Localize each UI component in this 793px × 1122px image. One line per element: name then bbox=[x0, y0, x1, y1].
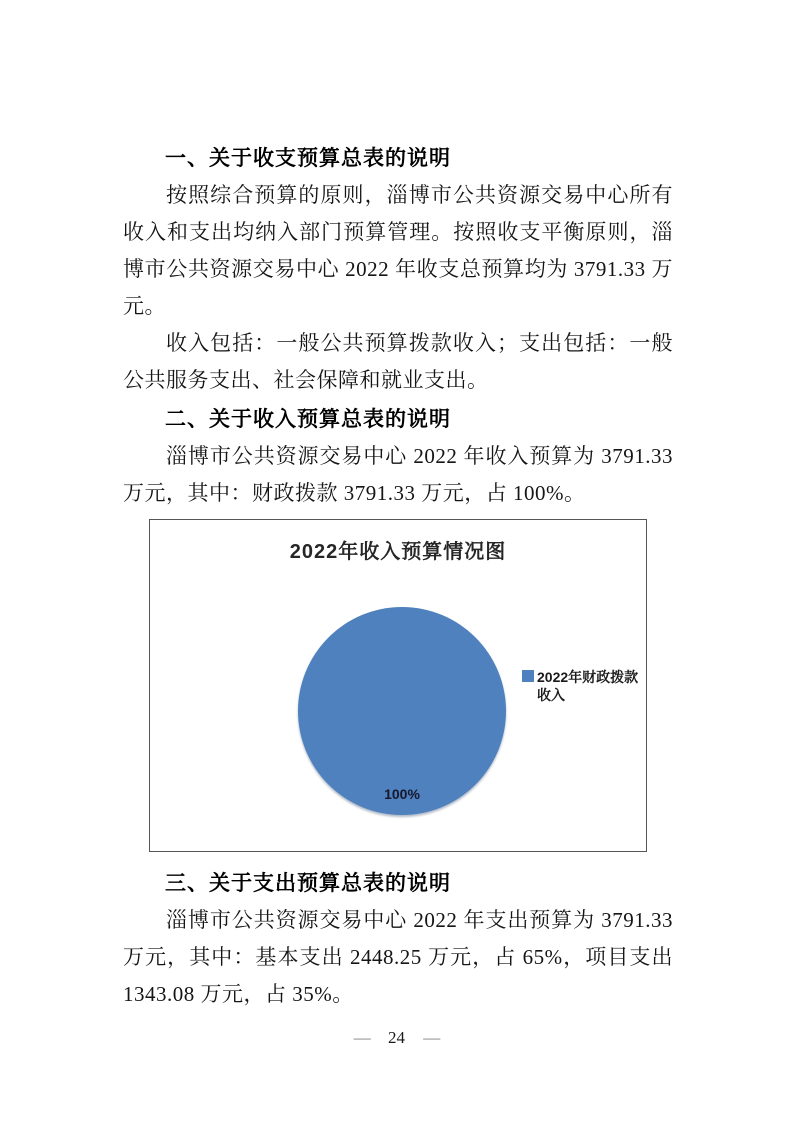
paragraph: 淄博市公共资源交易中心 2022 年支出预算为 3791.33 万元，其中：基本支出 2448.25 万元，占 65%，项目支出 1343.08 万元，占 35%。 bbox=[123, 908, 673, 1006]
paragraph: 按照综合预算的原则，淄博市公共资源交易中心所有收入和支出均纳入部门预算管理。按照收支平衡原则，淄博市公共资源交易中心 2022 年收支总预算均为 3791.33 万元。 bbox=[123, 183, 673, 318]
paragraph: 淄博市公共资源交易中心 2022 年收入预算为 3791.33 万元，其中：财政拨款 3791.33 万元，占 100%。 bbox=[123, 444, 673, 505]
pie-slice-fiscal-allocation bbox=[298, 607, 506, 815]
footer-page-number: 24 bbox=[388, 1028, 405, 1047]
income-budget-pie-chart bbox=[149, 519, 647, 852]
paragraph: 收入包括：一般公共预算拨款收入；支出包括：一般公共服务支出、社会保障和就业支出。 bbox=[123, 331, 673, 392]
document-body bbox=[123, 140, 673, 1013]
legend-label: 2022年财政拨款收入 bbox=[537, 669, 639, 703]
legend-swatch-icon bbox=[522, 670, 534, 682]
chart-title: 2022年收入预算情况图 bbox=[289, 541, 507, 563]
page-number bbox=[0, 1028, 793, 1048]
chart-legend bbox=[522, 668, 644, 704]
section-heading-expense-summary: 三、关于支出预算总表的说明 bbox=[165, 872, 451, 895]
pie-data-label: 100% bbox=[384, 786, 420, 802]
footer-dash-right: — bbox=[423, 1028, 440, 1047]
footer-dash-left: — bbox=[353, 1028, 370, 1047]
section-heading-income-summary: 二、关于收入预算总表的说明 bbox=[165, 408, 451, 431]
section-heading-income-expense-summary: 一、关于收支预算总表的说明 bbox=[165, 147, 451, 170]
